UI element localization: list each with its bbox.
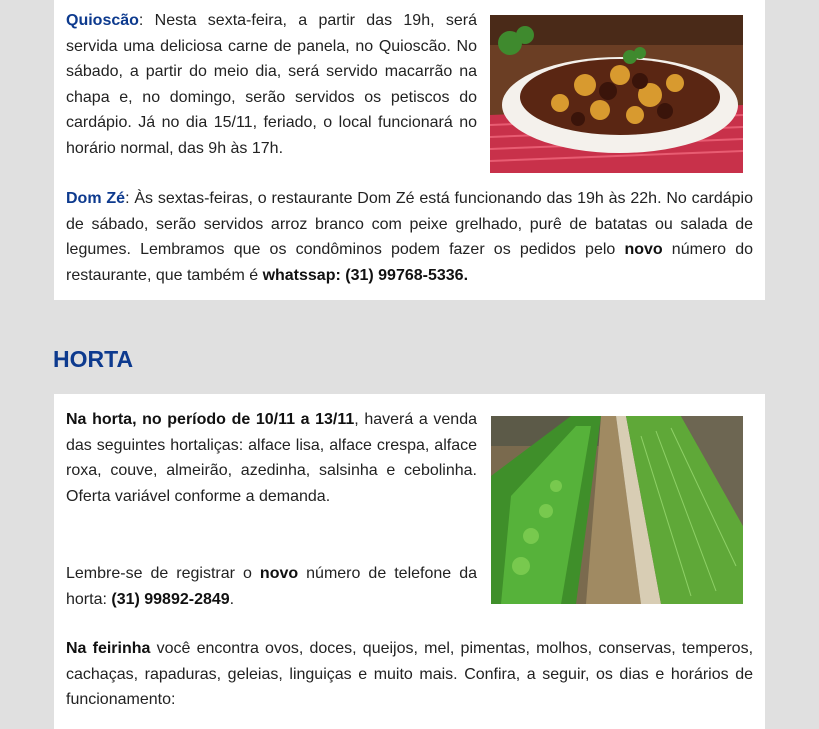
- feirinha-text: você encontra ovos, doces, queijos, mel, pimentas, molhos, conservas, temperos, cachaças, rapaduras, geleias, linguiças e muito mais. Confira, a seguir, os dias e horários de funcionamento:: [66, 640, 754, 708]
- horta-paragraph-2: [66, 561, 477, 612]
- horta-p2-text-1: Lembre-se de registrar o: [66, 565, 260, 582]
- horta-paragraph-3: [66, 636, 753, 713]
- horta-phone: (31) 99892-2849: [111, 590, 230, 608]
- horta-p2-text-3: .: [229, 590, 235, 608]
- food-photo: [490, 15, 743, 173]
- vegetable-garden-photo: [491, 416, 743, 604]
- domze-name: Dom Zé: [66, 190, 126, 207]
- quiosque-text: : Nesta sexta-feira, a partir das 19h, será servida uma deliciosa carne de panela, no Quioscão. No sábado, a partir do meio dia, será servido macarrão na chapa e, no domingo, serão servidos os petiscos do cardápio. Já no dia 15/11, feriado, o local funcionará no horário normal, das 9h às 17h.: [66, 12, 477, 157]
- quiosque-paragraph: [66, 8, 477, 161]
- feirinha-label: Na feirinha: [66, 640, 151, 657]
- horta-section-title: HORTA: [53, 346, 134, 372]
- horta-p1-text: , haverá a venda das seguintes hortaliças: alface lisa, alface crespa, alface roxa, couve, almeirão, azedinha, salsinha e cebolinha. Oferta variável conforme a demanda.: [66, 411, 477, 505]
- quiosque-name: Quioscão: [66, 12, 139, 29]
- horta-period: Na horta, no período de 10/11 a 13/11: [66, 411, 355, 428]
- domze-text-2: número do restaurante, que também é: [66, 241, 753, 284]
- domze-text-1: : Às sextas-feiras, o restaurante Dom Zé está funcionando das 19h às 22h. No cardápio de sábado, serão servidos arroz branco com peixe grelhado, purê de batatas ou salada de legumes. Lembramos que os condôminos podem fazer os pedidos pelo: [66, 190, 753, 258]
- horta-bold-novo: novo: [259, 565, 299, 582]
- domze-bold-novo: novo: [624, 241, 663, 258]
- horta-p2-text-2: número de telefone da horta:: [66, 565, 477, 608]
- domze-paragraph: [66, 186, 753, 288]
- domze-phone: whatssap: (31) 99768-5336.: [262, 266, 469, 284]
- horta-paragraph-1: [66, 407, 477, 509]
